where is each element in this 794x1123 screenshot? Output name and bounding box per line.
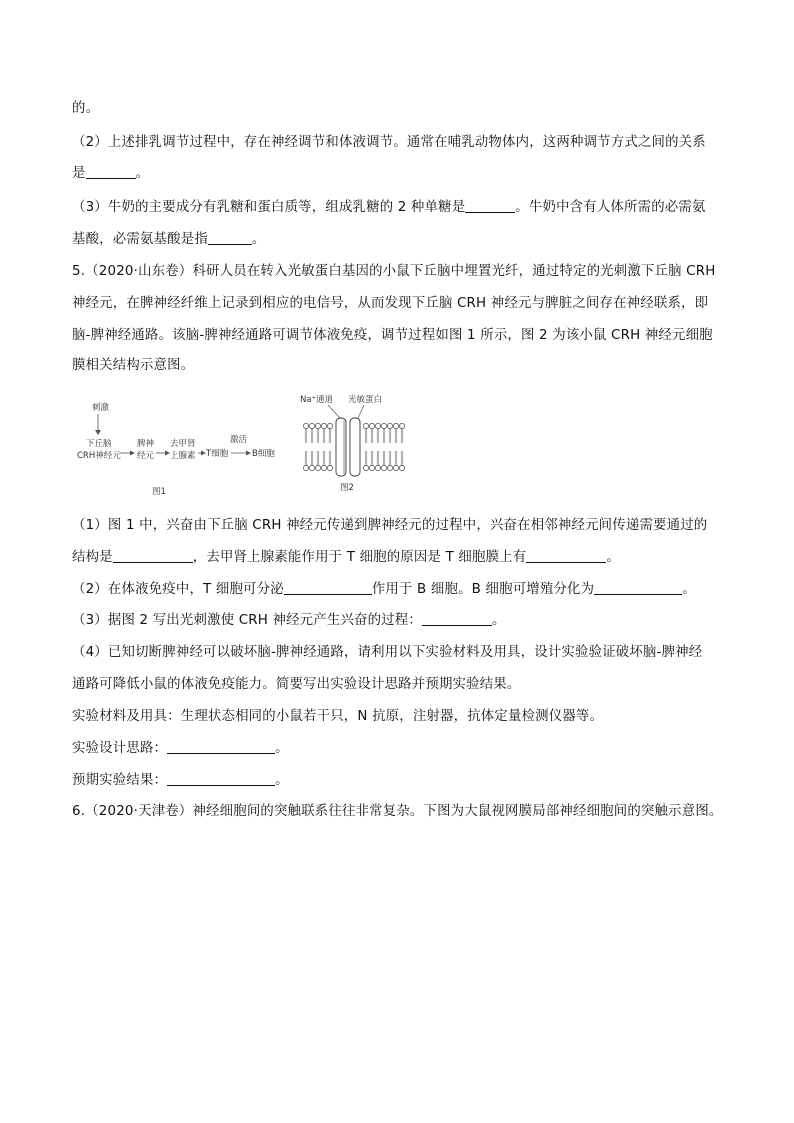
question-4-3: （3）牛奶的主要成分有乳糖和蛋白质等，组成乳糖的 2 种单糖是 。牛奶中含有人体所需的必需氨	[72, 200, 706, 215]
phospholipid-head	[381, 465, 386, 470]
na-channel-protein	[336, 418, 346, 476]
phospholipid-head	[327, 465, 332, 470]
question-5-4: （4）已知切断脾神经可以破坏脑-脾神经通路，请利用以下实验材料及用具，设计实验验证破坏脑-脾神经	[72, 645, 703, 660]
phospholipid-head	[309, 423, 314, 428]
answer-blank[interactable]	[167, 771, 275, 786]
answer-blank[interactable]	[113, 548, 193, 563]
text-line: 是 。	[72, 166, 150, 181]
phospholipid-head	[369, 465, 374, 470]
phospholipid-head	[303, 465, 308, 470]
question-4-2: （2）上述排乳调节过程中，存在神经调节和体液调节。通常在哺乳动物体内，这两种调节方式之间的关系	[72, 135, 706, 150]
phospholipid-head	[381, 423, 386, 428]
text-line: 结构是 ，去甲肾上腺素能作用于 T 细胞的原因是 T 细胞膜上有 。	[72, 550, 620, 565]
phospholipid-head	[363, 465, 368, 470]
text-line: 的。	[72, 101, 100, 116]
photosensitive-protein	[350, 418, 360, 476]
text-line: 膜相关结构示意图。	[72, 358, 195, 373]
fig1-node-crh: CRH神经元	[77, 451, 121, 461]
figure-1-flow-diagram	[72, 398, 292, 500]
answer-blank[interactable]	[526, 548, 606, 563]
fig1-node-norepinephrine: 去甲肾	[170, 439, 196, 449]
phospholipid-head	[321, 423, 326, 428]
design-line: 实验设计思路： 。	[72, 741, 289, 756]
answer-blank[interactable]	[86, 164, 136, 179]
fig1-node-spleen-nerve-2: 经元	[137, 451, 155, 461]
fig1-caption: 图1	[152, 487, 166, 497]
phospholipid-head	[393, 465, 398, 470]
answer-blank[interactable]	[594, 580, 682, 595]
answer-blank[interactable]	[284, 580, 372, 595]
phospholipid-head	[399, 423, 404, 428]
fig1-node-b-cell: B细胞	[252, 449, 275, 459]
question-5-stem: 5.（2020·山东卷）科研人员在转入光敏蛋白基因的小鼠下丘脑中埋置光纤，通过特定的光刺激下丘脑 CRH	[72, 264, 716, 279]
question-5-2: （2）在体液免疫中，T 细胞可分泌 作用于 B 细胞。B 细胞可增殖分化为 。	[72, 582, 696, 597]
fig2-caption: 图2	[340, 483, 354, 493]
fig1-node-hypothalamus: 下丘脑	[86, 439, 112, 449]
phospholipid-head	[327, 423, 332, 428]
fig2-label-photoprotein: 光敏蛋白	[348, 395, 383, 405]
phospholipid-head	[309, 465, 314, 470]
phospholipid-head	[369, 423, 374, 428]
phospholipid-head	[303, 423, 308, 428]
fig1-node-t-cell: T细胞	[206, 449, 229, 459]
fig2-label-na-channel: Na⁺通道	[300, 395, 334, 405]
question-5-1: （1）图 1 中，兴奋由下丘脑 CRH 神经元传递到脾神经元的过程中，兴奋在相邻神经元间传递需要通过的	[72, 518, 708, 533]
answer-blank[interactable]	[208, 230, 252, 245]
phospholipid-head	[315, 423, 320, 428]
phospholipid-head	[375, 423, 380, 428]
phospholipid-head	[387, 423, 392, 428]
question-5-3: （3）据图 2 写出光刺激使 CRH 神经元产生兴奋的过程： 。	[72, 613, 506, 628]
phospholipid-head	[315, 465, 320, 470]
materials-line: 实验材料及用具：生理状态相同的小鼠若干只，N 抗原，注射器，抗体定量检测仪器等。	[72, 709, 604, 724]
phospholipid-head	[399, 465, 404, 470]
text-line: 基酸，必需氨基酸是指 。	[72, 232, 266, 247]
fig1-activate: 激活	[230, 435, 248, 445]
answer-blank[interactable]	[465, 198, 515, 213]
phospholipid-head	[387, 465, 392, 470]
answer-blank[interactable]	[167, 739, 275, 754]
fig1-stimulus: 刺激	[92, 403, 110, 413]
text-line: 脑-脾神经通路。该脑-脾神经通路可调节体液免疫，调节过程如图 1 所示，图 2 为该小鼠 CRH 神经元细胞	[72, 328, 713, 343]
figure-2-membrane-diagram	[298, 390, 410, 494]
phospholipid-head	[321, 465, 326, 470]
phospholipid-head	[393, 423, 398, 428]
phospholipid-head	[363, 423, 368, 428]
fig1-node-spleen-nerve: 脾神	[137, 439, 155, 449]
result-line: 预期实验结果： 。	[72, 773, 289, 788]
text-line: 通路可降低小鼠的体液免疫能力。简要写出实验设计思路并预期实验结果。	[72, 677, 521, 692]
answer-blank[interactable]	[422, 611, 492, 626]
phospholipid-head	[375, 465, 380, 470]
fig1-node-norepinephrine-2: 上腺素	[170, 451, 196, 461]
text-line: 神经元，在脾神经纤维上记录到相应的电信号，从而发现下丘脑 CRH 神经元与脾脏之间存在神经联系，即	[72, 296, 709, 311]
question-6-stem: 6.（2020·天津卷）神经细胞间的突触联系往往非常复杂。下图为大鼠视网膜局部神经细胞间的突触示意图。	[72, 804, 723, 819]
